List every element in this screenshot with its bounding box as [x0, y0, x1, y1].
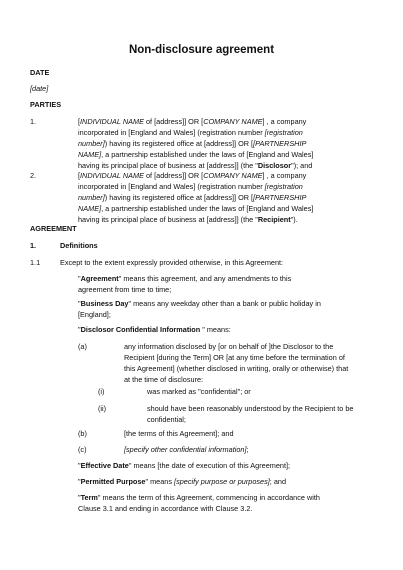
clause-1-1-number: 1.1	[30, 258, 41, 267]
text-line: at the time of disclosure:	[124, 375, 204, 384]
text-line: should have been reasonably understood by the Recipient to be	[147, 404, 354, 413]
text-run: ] , a company	[262, 117, 307, 126]
definition-disclosor-confidential-information: "Disclosor Confidential Information " means:	[78, 325, 231, 334]
clause-1-1-text: Except to the extent expressly provided otherwise, in this Agreement:	[60, 258, 284, 267]
date-value: [date]	[30, 84, 49, 93]
placeholder-name: NAME]	[78, 150, 102, 159]
text-line: Recipient [during the Term] OR [at any time before the termination of	[124, 353, 345, 362]
text-run: ) having its registered office at [address]] OR [	[104, 139, 254, 148]
text-run: , a partnership established under the laws of [England and Wales]	[101, 150, 314, 159]
defined-term-disclosor: Disclosor	[257, 161, 292, 170]
text-run: [	[78, 171, 81, 180]
text-run: incorporated in [England and Wales] (registration number	[78, 128, 265, 137]
text-run: having its principal place of business at [address]] (the "	[78, 161, 258, 170]
defined-term: Effective Date	[80, 461, 129, 470]
text-run: , a partnership established under the laws of [England and Wales]	[101, 204, 314, 213]
text-run: of [address]] OR [	[143, 171, 204, 180]
item-b-label: (b)	[78, 429, 87, 438]
placeholder-individual-name: INDIVIDUAL NAME	[80, 171, 144, 180]
defined-term-recipient: Recipient	[257, 215, 291, 224]
item-ii-text	[147, 403, 354, 425]
text-line: confidential;	[147, 415, 186, 424]
item-c-label: (c)	[78, 445, 87, 454]
definition-term: "Term" means the term of this Agreement, commencing in accordance with Clause 3.1 and ending in accordance with Clause 3.2.	[78, 493, 320, 513]
item-a-text	[124, 341, 348, 385]
item-b-text: [the terms of this Agreement]; and	[124, 429, 234, 438]
definition-business-day: "Business Day" means any weekday other than a bank or public holiday in [England];	[78, 299, 321, 319]
text-run: Clause 3.1 and ending in accordance with Clause 3.2.	[78, 504, 253, 513]
placeholder-other-info: [specify other confidential information]	[124, 445, 247, 454]
text-run: "); and	[291, 161, 313, 170]
text-run: of [address]] OR [	[143, 117, 204, 126]
defined-term: Term	[80, 493, 98, 502]
text-run: ) having its registered office at [address]] OR [	[104, 193, 254, 202]
item-c-text	[124, 444, 249, 455]
section-1-heading: Definitions	[60, 241, 98, 250]
text-run: means	[148, 477, 175, 486]
party-1-number: 1.	[30, 117, 37, 126]
text-run: ; and	[269, 477, 287, 486]
placeholder-registration: [registration	[264, 182, 303, 191]
defined-term: Permitted Purpose	[80, 477, 146, 486]
definition-agreement: "Agreement" means this agreement, and any amendments to this agreement from time to time;	[78, 274, 292, 294]
agreement-heading: AGREEMENT	[30, 224, 77, 233]
placeholder-number: number]	[78, 193, 105, 202]
defined-term: Agreement	[80, 274, 119, 283]
party-2-text	[78, 170, 313, 225]
text-run: means the term of this Agreement, commencing in accordance with	[100, 493, 320, 502]
text-run: means this agreement, and any amendments to this	[121, 274, 292, 283]
placeholder-name: NAME]	[78, 204, 102, 213]
text-line: this Agreement] (whether disclosed in writing, orally or otherwise) that	[124, 364, 349, 373]
defined-term: Disclosor Confidential Information	[80, 325, 201, 334]
text-line: any information disclosed by [or on behalf of ]the Disclosor to the	[124, 342, 334, 351]
text-run: [	[78, 117, 81, 126]
placeholder-partnership: [PARTNERSHIP	[253, 193, 307, 202]
placeholder-purpose: [specify purpose or purposes]	[174, 477, 270, 486]
parties-heading: PARTIES	[30, 100, 62, 109]
item-a-label: (a)	[78, 342, 87, 351]
date-heading: DATE	[30, 68, 50, 77]
section-1-number: 1.	[30, 241, 37, 250]
placeholder-company-name: COMPANY NAME	[203, 117, 263, 126]
text-run: ;	[246, 445, 249, 454]
party-2-number: 2.	[30, 171, 37, 180]
defined-term: Business Day	[80, 299, 129, 308]
item-i-label: (i)	[98, 387, 105, 396]
text-run: incorporated in [England and Wales] (registration number	[78, 182, 265, 191]
item-ii-label: (ii)	[98, 404, 107, 413]
definition-effective-date: "Effective Date" means [the date of execution of this Agreement];	[78, 461, 291, 470]
placeholder-partnership: [PARTNERSHIP	[253, 139, 307, 148]
placeholder-number: number]	[78, 139, 105, 148]
placeholder-individual-name: INDIVIDUAL NAME	[80, 117, 144, 126]
text-run: " means:	[200, 325, 231, 334]
text-run: [England];	[78, 310, 111, 319]
text-run: ").	[290, 215, 298, 224]
definition-permitted-purpose: "Permitted Purpose" means [specify purpose or purposes]; and	[78, 477, 287, 486]
text-run: agreement from time to time;	[78, 285, 172, 294]
placeholder-registration: [registration	[264, 128, 303, 137]
text-run: having its principal place of business at [address]] (the "	[78, 215, 258, 224]
item-i-text: was marked as "confidential"; or	[147, 387, 251, 396]
placeholder-company-name: COMPANY NAME	[203, 171, 263, 180]
document-title: Non-disclosure agreement	[128, 44, 275, 56]
text-run: ] , a company	[262, 171, 307, 180]
party-1-text	[78, 116, 313, 171]
text-run: means any weekday other than a bank or public holiday in	[131, 299, 321, 308]
text-run: means [the date of execution of this Agreement];	[131, 461, 291, 470]
